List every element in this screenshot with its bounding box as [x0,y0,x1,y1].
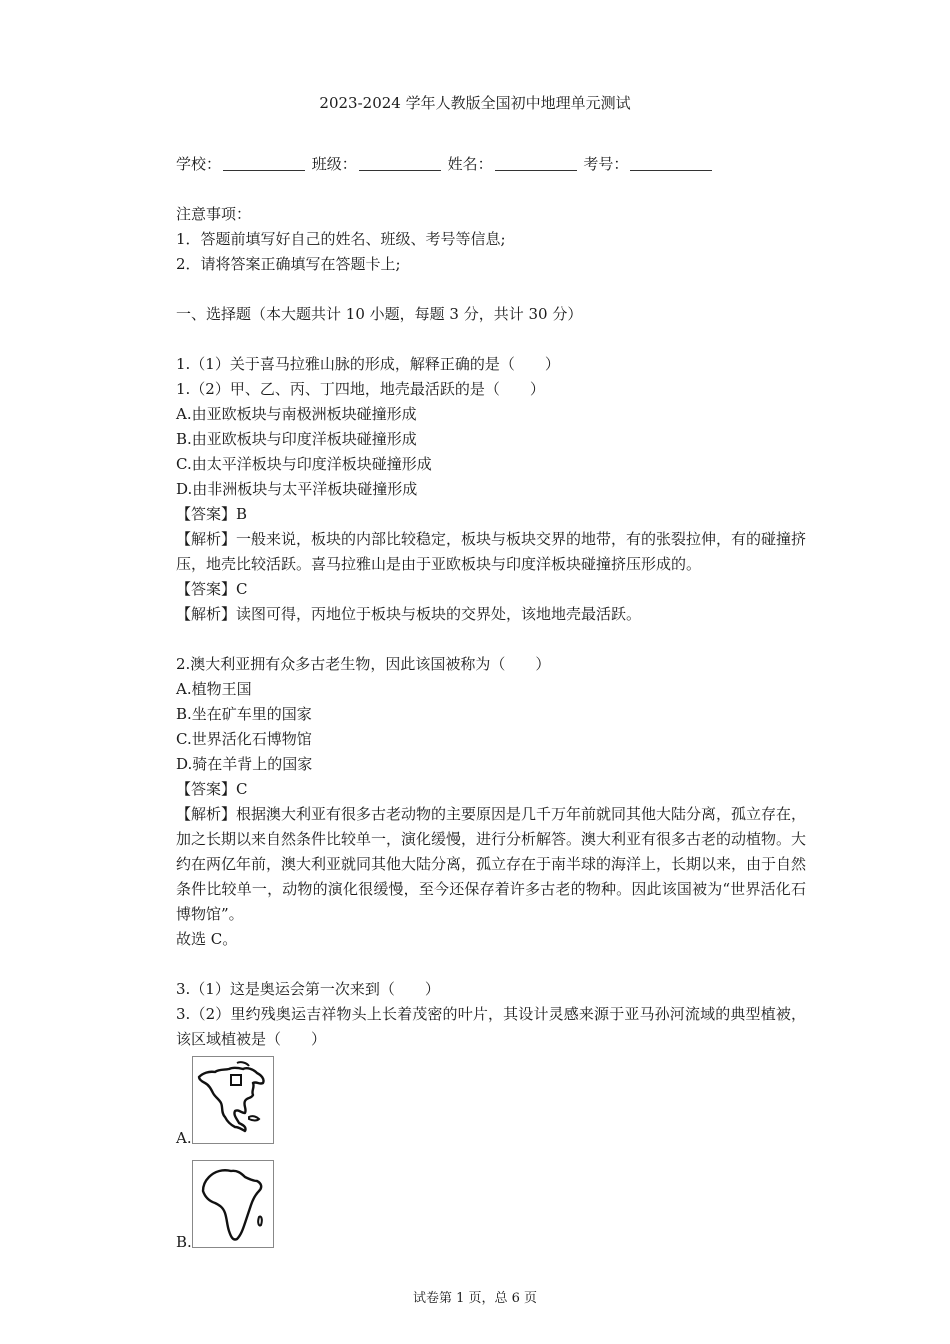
option-b-label: B. [176,1233,192,1251]
notice-heading: 注意事项： [176,205,252,223]
question-option: D.骑在羊背上的国家 [176,755,313,773]
africa-map-icon [192,1160,274,1248]
question-stem: 3.（2）里约残奥运吉祥物头上长着茂密的叶片，其设计灵感来源于亚马孙河流域的典型植被，该区域植被是（ ） [176,1005,806,1048]
class-label: 班级： [311,155,357,173]
question-option: B.由亚欧板块与印度洋板块碰撞形成 [176,430,417,448]
answer-text: 【答案】B [176,505,248,523]
question-stem: 1.（1）关于喜马拉雅山脉的形成，解释正确的是（ ） [176,355,560,373]
name-label: 姓名： [447,155,493,173]
question-option: D.由非洲板块与太平洋板块碰撞形成 [176,480,418,498]
exam-number-label: 考号： [583,155,629,173]
analysis-text: 【解析】一般来说，板块的内部比较稳定，板块与板块交界的地带，有的张裂拉伸，有的碰撞挤压，地壳比较活跃。喜马拉雅山是由于亚欧板块与印度洋板块碰撞挤压形成的。 [176,530,807,573]
question-option: C.由太平洋板块与印度洋板块碰撞形成 [176,455,432,473]
north-america-map-icon [192,1056,274,1144]
option-b [176,1160,806,1252]
name-blank[interactable] [495,156,577,171]
option-a-label: A. [176,1129,192,1147]
answer-text: 【答案】C [176,780,248,798]
answer-text: 【答案】C [176,580,248,598]
conclusion-text: 故选 C。 [176,930,238,948]
notice-item: 1．答题前填写好自己的姓名、班级、考号等信息; [176,230,506,248]
school-blank[interactable] [223,156,305,171]
page-title: 2023-2024 学年人教版全国初中地理单元测试 [319,94,631,112]
notice-item: 2．请将答案正确填写在答题卡上; [176,255,401,273]
analysis-text: 【解析】根据澳大利亚有很多古老动物的主要原因是几千万年前就同其他大陆分离，孤立存在，加之长期以来自然条件比较单一，演化缓慢，进行分析解答。澳大利亚有很多古老的动植物。大约在两亿年前，澳大利亚就同其他大陆分离，孤立存在于南半球的海洋上，长期以来，由于自然条件比较单一，动物的演化很缓慢，至今还保存着许多古老的物种。因此该国被为“世界活化石博物馆”。 [176,805,807,923]
school-label: 学校： [176,155,222,173]
question-option: B.坐在矿车里的国家 [176,705,312,723]
analysis-text: 【解析】读图可得，丙地位于板块与板块的交界处，该地地壳最活跃。 [176,605,642,623]
question-option: A.植物王国 [176,680,252,698]
option-a [176,1056,806,1148]
exam-content [176,152,806,1252]
question-stem: 3.（1）这是奥运会第一次来到（ ） [176,980,440,998]
question-option: C.世界活化石博物馆 [176,730,312,748]
class-blank[interactable] [359,156,441,171]
exam-number-blank[interactable] [630,156,712,171]
question-option: A.由亚欧板块与南极洲板块碰撞形成 [176,405,417,423]
student-info-row [176,152,806,177]
page-footer: 试卷第 1 页，总 6 页 [412,1291,538,1306]
section-heading: 一、选择题（本大题共计 10 小题，每题 3 分，共计 30 分） [176,305,583,323]
question-stem: 1.（2）甲、乙、丙、丁四地，地壳最活跃的是（ ） [176,380,545,398]
question-stem: 2.澳大利亚拥有众多古老生物，因此该国被称为（ ） [176,655,551,673]
